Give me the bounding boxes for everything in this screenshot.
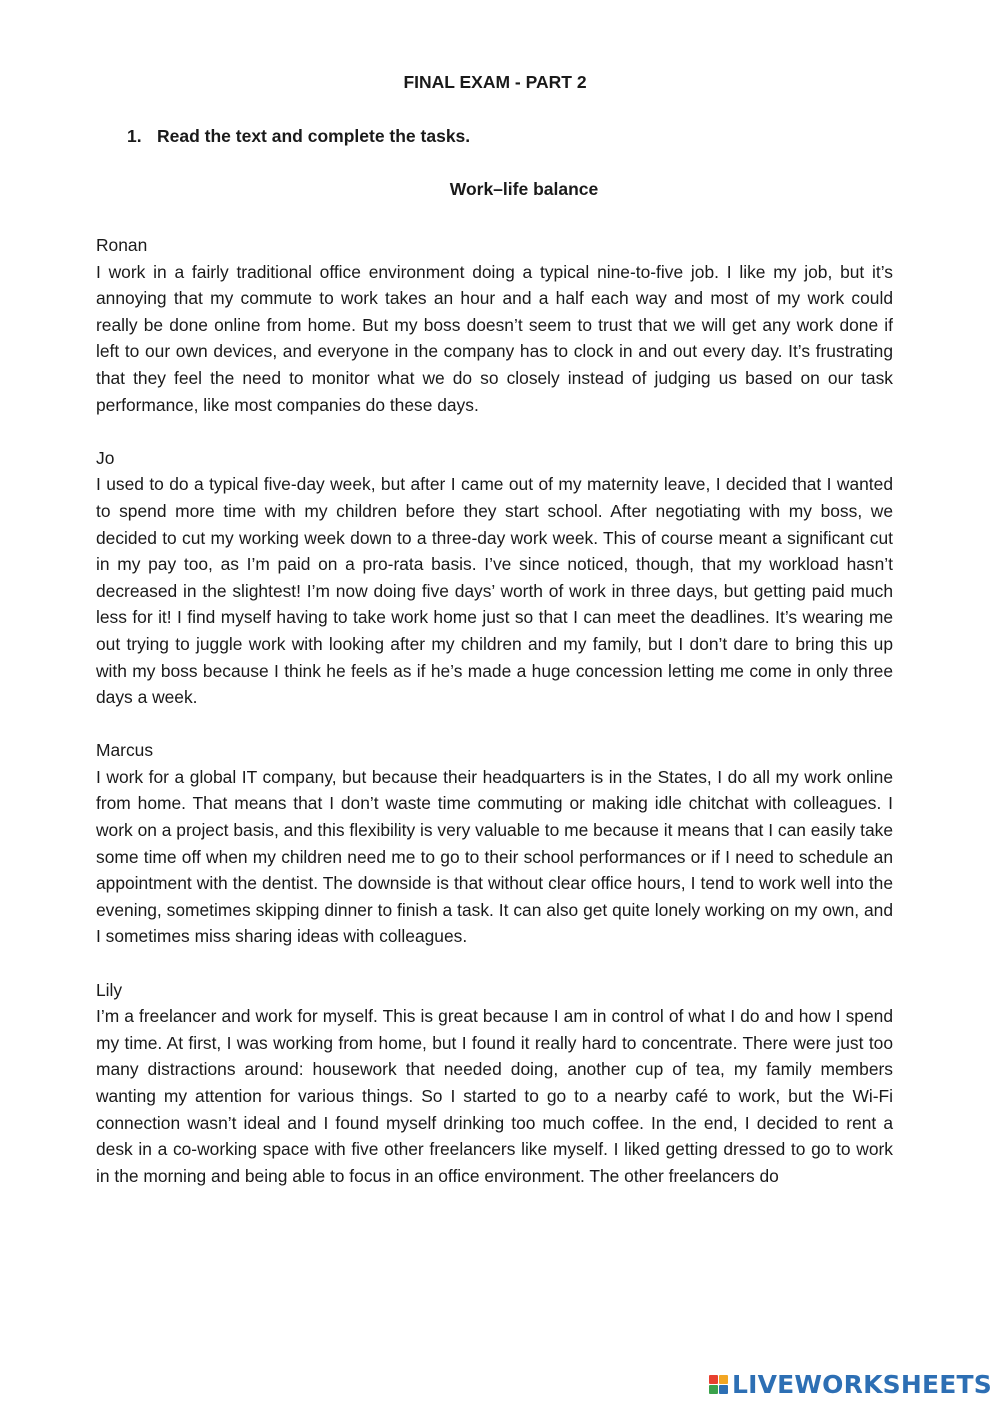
section-text: I’m a freelancer and work for myself. This is great because I am in control of what I do and how I spend my time. At first, I was working from home, but I found it really hard to concentrate. There were just too many distractions around: housework that needed doing, another cup of tea, my family members wanting my attention for various things. So I started to go to a nearby café to work, but the Wi-Fi connection wasn’t ideal and I found myself drinking too much coffee. In the end, I decided to rent a desk in a co-working space with five other freelancers like myself. I liked getting dressed to go to work in the morning and being able to focus in an office environment. The other freelancers do: [96, 1006, 893, 1186]
exam-title: FINAL EXAM - PART 2: [403, 72, 587, 92]
logo-square-orange: [719, 1375, 728, 1384]
section-marcus: [96, 737, 893, 950]
section-text: I work in a fairly traditional office environment doing a typical nine-to-five job. I like my job, but it’s annoying that my commute to work takes an hour and a half each way and most of my work could really be done online from home. But my boss doesn’t seem to trust that we will get any work done if left to our own devices, and everyone in the company has to clock in and out every day. It’s frustrating that they feel the need to monitor what we do so closely instead of judging us based on our task performance, like most companies do these days.: [96, 261, 893, 415]
section-text: I work for a global IT company, but because their headquarters is in the States, I do all my work online from home. That means that I don’t waste time commuting or making idle chitchat with colleagues. I work on a project basis, and this flexibility is very valuable to me because it means that I can easily take some time off when my children need me to go to their school performances or if I need to schedule an appointment with the dentist. The downside is that without clear office hours, I tend to work well into the evening, sometimes skipping dinner to finish a task. It can also get quite lonely working on my own, and I sometimes miss sharing ideas with colleagues.: [96, 766, 893, 947]
logo-square-red: [709, 1375, 718, 1384]
speaker-name: Jo: [96, 447, 115, 468]
logo-square-blue: [719, 1385, 728, 1394]
speaker-name: Lily: [96, 979, 123, 1000]
passage-title: Work–life balance: [449, 179, 599, 199]
speaker-name: Marcus: [96, 740, 154, 761]
reading-passage: [96, 232, 893, 1216]
section-text: I used to do a typical five-day week, but after I came out of my maternity leave, I decided that I wanted to spend more time with my children before they start school. After negotiating with my boss, we decided to cut my working week down to a three-day work week. This of course meant a significant cut in my pay too, as I’m paid on a pro-rata basis. I’ve since noticed, though, that my workload hasn’t decreased in the slightest! I’m now doing five days’ worth of work in three days, but getting paid much less for it! I find myself having to take work home just so that I can meet the deadlines. It’s wearing me out trying to juggle work with looking after my children and my family, but I don’t dare to bring this up with my boss because I think he feels as if he’s made a huge concession letting me come in only three days a week.: [96, 474, 893, 708]
logo-grid-icon: [709, 1375, 728, 1394]
liveworksheets-logo[interactable]: [709, 1370, 992, 1399]
section-ronan: [96, 232, 893, 418]
logo-text: LIVEWORKSHEETS: [731, 1370, 992, 1399]
section-lily: [96, 977, 893, 1190]
task-number: 1.: [127, 126, 142, 146]
task-heading: [127, 126, 470, 147]
section-jo: [96, 445, 893, 711]
task-instruction: Read the text and complete the tasks.: [157, 126, 471, 146]
speaker-name: Ronan: [96, 235, 148, 255]
logo-square-green: [709, 1385, 718, 1394]
